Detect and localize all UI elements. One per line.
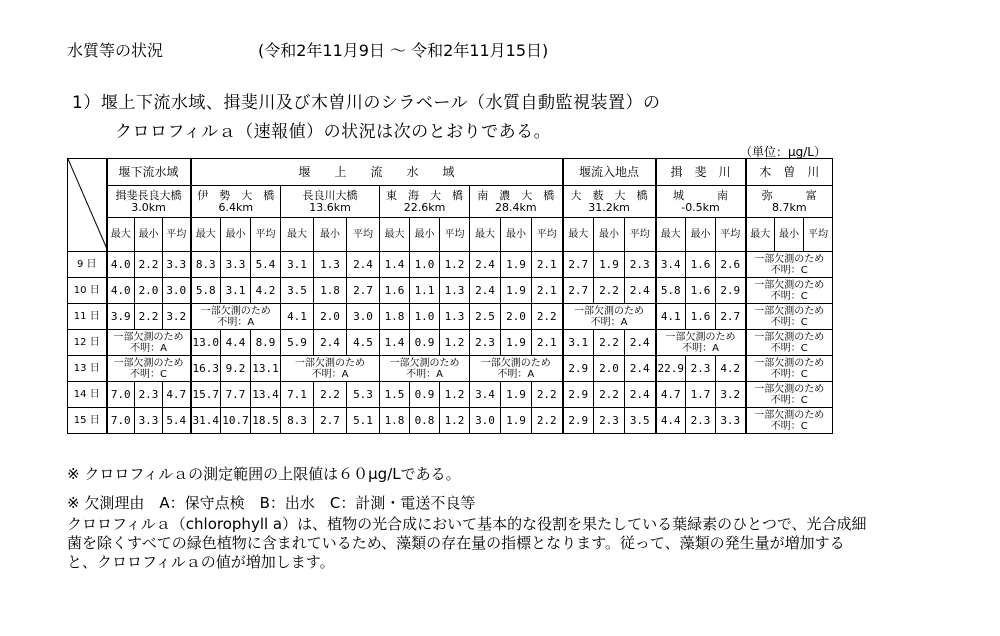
station-km: 22.6km: [403, 200, 446, 214]
value-cell-max: 13.0: [191, 330, 221, 356]
missing-data-cell: [380, 356, 470, 382]
value-cell-min: 2.2: [594, 382, 625, 408]
missing-text: 一部欠測のため: [754, 357, 825, 369]
missing-reason: 不明：C: [770, 290, 808, 302]
missing-reason: 不明：C: [770, 342, 808, 354]
day-label: 9 日: [68, 252, 107, 278]
missing-reasons-note: ※ 欠測理由 A：保守点検 B：出水 C：計測・電送不良等: [67, 494, 476, 512]
value-cell-avg: 2.1: [532, 278, 563, 304]
value-cell-max: 16.3: [191, 356, 221, 382]
table-row: [68, 382, 833, 408]
value-cell-max: 3.1: [563, 330, 594, 356]
stat-header-max: 最大: [563, 218, 594, 252]
value-cell-min: 2.3: [686, 408, 716, 434]
value-cell-avg: 5.3: [347, 382, 380, 408]
station-header: [107, 186, 191, 218]
upper-limit-note: ※ クロロフィルａの測定範囲の上限値は６０μg/Lである。: [67, 465, 461, 483]
station-km: 8.7km: [771, 200, 807, 214]
station-km: 13.6km: [309, 200, 351, 214]
value-cell-avg: 2.7: [347, 278, 380, 304]
value-cell-avg: 4.2: [716, 356, 746, 382]
value-cell-avg: 3.2: [716, 382, 746, 408]
missing-reason: 不明：A: [497, 368, 535, 380]
value-cell-min: 2.2: [314, 382, 347, 408]
value-cell-min: 1.9: [501, 408, 532, 434]
value-cell-min: 1.9: [501, 252, 532, 278]
value-cell-max: 4.0: [107, 278, 135, 304]
missing-text: 一部欠測のため: [200, 305, 271, 317]
value-cell-max: 4.1: [656, 304, 686, 330]
station-name: 大 薮 大 橋: [570, 188, 648, 202]
value-cell-max: 1.8: [380, 408, 410, 434]
station-km: 31.2km: [588, 200, 630, 214]
value-cell-max: 8.3: [281, 408, 314, 434]
value-cell-max: 4.7: [656, 382, 686, 408]
missing-reason: 不明：A: [217, 316, 255, 328]
value-cell-max: 7.1: [281, 382, 314, 408]
value-cell-min: 0.9: [410, 330, 440, 356]
table-row: [68, 304, 833, 330]
value-cell-min: 1.0: [410, 252, 440, 278]
value-cell-avg: 3.3: [716, 408, 746, 434]
value-cell-min: 2.3: [135, 382, 163, 408]
value-cell-max: 3.1: [281, 252, 314, 278]
missing-text: 一部欠測のため: [574, 305, 644, 317]
value-cell-max: 1.6: [380, 278, 410, 304]
value-cell-avg: 2.2: [532, 408, 563, 434]
value-cell-max: 31.4: [191, 408, 221, 434]
missing-text: 一部欠測のため: [389, 357, 460, 369]
missing-data-cell: [746, 304, 833, 330]
station-name: 長良川大橋: [302, 188, 358, 202]
missing-reason: 不明：C: [770, 394, 808, 406]
missing-text: 一部欠測のため: [754, 305, 825, 317]
stat-header-min: 最小: [410, 218, 440, 252]
value-cell-avg: 1.2: [440, 408, 470, 434]
stat-header-min: 最小: [501, 218, 532, 252]
value-cell-max: 3.5: [281, 278, 314, 304]
value-cell-min: 1.6: [686, 278, 716, 304]
missing-text: 一部欠測のため: [754, 383, 825, 395]
table-row: [68, 278, 833, 304]
value-cell-avg: 5.4: [251, 252, 281, 278]
day-label: 11 日: [68, 304, 107, 330]
missing-text: 一部欠測のため: [754, 409, 825, 421]
value-cell-avg: 18.5: [251, 408, 281, 434]
day-label: 10 日: [68, 278, 107, 304]
value-cell-min: 1.9: [594, 252, 625, 278]
station-header: [191, 186, 281, 218]
value-cell-max: 3.0: [470, 408, 501, 434]
value-cell-min: 1.9: [501, 330, 532, 356]
value-cell-min: 2.2: [594, 278, 625, 304]
missing-data-cell: [746, 252, 833, 278]
missing-data-cell: [656, 330, 746, 356]
value-cell-min: 2.2: [135, 304, 163, 330]
value-cell-max: 3.9: [107, 304, 135, 330]
station-header: [563, 186, 656, 218]
value-cell-avg: 3.3: [163, 252, 191, 278]
stat-header-min: 最小: [314, 218, 347, 252]
value-cell-min: 1.8: [314, 278, 347, 304]
value-cell-avg: 3.0: [163, 278, 191, 304]
value-cell-max: 5.8: [191, 278, 221, 304]
stat-header-avg: 平均: [251, 218, 281, 252]
value-cell-max: 15.7: [191, 382, 221, 408]
stat-header-max: 最大: [656, 218, 686, 252]
value-cell-max: 2.9: [563, 382, 594, 408]
value-cell-min: 0.9: [410, 382, 440, 408]
value-cell-min: 3.3: [221, 252, 251, 278]
stat-header-max: 最大: [191, 218, 221, 252]
value-cell-avg: 2.4: [625, 382, 656, 408]
value-cell-avg: 3.0: [347, 304, 380, 330]
value-cell-min: 1.9: [501, 278, 532, 304]
missing-reason: 不明：A: [590, 316, 628, 328]
value-cell-avg: 2.9: [716, 278, 746, 304]
missing-reason: 不明：C: [770, 368, 808, 380]
value-cell-avg: 1.3: [440, 278, 470, 304]
value-cell-avg: 1.3: [440, 304, 470, 330]
value-cell-max: 1.4: [380, 252, 410, 278]
value-cell-max: 4.1: [281, 304, 314, 330]
value-cell-avg: 4.2: [251, 278, 281, 304]
missing-data-cell: [746, 356, 833, 382]
missing-text: 一部欠測のため: [754, 279, 825, 291]
station-name: 揖斐長良大橋: [115, 188, 182, 202]
table-row: [68, 330, 833, 356]
stat-header-avg: 平均: [347, 218, 380, 252]
value-cell-min: 2.7: [314, 408, 347, 434]
value-cell-max: 2.7: [563, 252, 594, 278]
missing-text: 一部欠測のため: [295, 357, 365, 369]
value-cell-avg: 2.1: [532, 252, 563, 278]
stat-header-avg: 平均: [625, 218, 656, 252]
value-cell-min: 2.3: [686, 356, 716, 382]
stat-header-avg: 平均: [716, 218, 746, 252]
stat-header-min: 最小: [686, 218, 716, 252]
corner-diagonal-cell: [68, 159, 107, 252]
stat-header-min: 最小: [594, 218, 625, 252]
value-cell-avg: 13.4: [251, 382, 281, 408]
stat-header-min: 最小: [221, 218, 251, 252]
page-title: 水質等の状況: [67, 41, 164, 60]
missing-text: 一部欠測のため: [665, 331, 736, 343]
missing-reason: 不明：C: [130, 368, 167, 380]
value-cell-max: 1.8: [380, 304, 410, 330]
value-cell-max: 5.9: [281, 330, 314, 356]
value-cell-avg: 5.4: [163, 408, 191, 434]
value-cell-max: 2.4: [470, 278, 501, 304]
stat-header-min: 最小: [135, 218, 163, 252]
stat-header-avg: 平均: [532, 218, 563, 252]
missing-text: 一部欠測のため: [754, 253, 825, 265]
value-cell-avg: 8.9: [251, 330, 281, 356]
value-cell-max: 2.4: [470, 252, 501, 278]
station-name: 東 海 大 橋: [386, 188, 463, 202]
value-cell-max: 4.4: [656, 408, 686, 434]
value-cell-avg: 4.5: [347, 330, 380, 356]
missing-data-cell: [746, 330, 833, 356]
value-cell-min: 10.7: [221, 408, 251, 434]
value-cell-max: 7.0: [107, 408, 135, 434]
value-cell-min: 2.2: [135, 252, 163, 278]
stat-header-max: 最大: [746, 218, 775, 252]
chlorophyll-table: [67, 158, 833, 434]
missing-reason: 不明：A: [130, 342, 167, 354]
table-row: [68, 356, 833, 382]
value-cell-avg: 2.6: [716, 252, 746, 278]
value-cell-avg: 2.7: [716, 304, 746, 330]
value-cell-min: 2.0: [314, 304, 347, 330]
missing-data-cell: [746, 382, 833, 408]
station-header: [470, 186, 563, 218]
value-cell-max: 2.3: [470, 330, 501, 356]
value-cell-max: 2.9: [563, 356, 594, 382]
value-cell-avg: 2.4: [625, 356, 656, 382]
value-cell-min: 0.8: [410, 408, 440, 434]
stat-header-min: 最小: [775, 218, 804, 252]
group-header-upstream: 堰 上 流 水 域: [191, 159, 563, 186]
value-cell-max: 8.3: [191, 252, 221, 278]
value-cell-avg: 3.2: [163, 304, 191, 330]
value-cell-max: 22.9: [656, 356, 686, 382]
value-cell-avg: 5.1: [347, 408, 380, 434]
value-cell-avg: 2.2: [532, 382, 563, 408]
missing-reason: 不明：A: [406, 368, 443, 380]
station-name: 城 南: [673, 188, 728, 202]
value-cell-avg: 4.7: [163, 382, 191, 408]
value-cell-avg: 13.1: [251, 356, 281, 382]
missing-data-cell: [281, 356, 380, 382]
stat-header-avg: 平均: [440, 218, 470, 252]
value-cell-min: 2.4: [314, 330, 347, 356]
stat-header-max: 最大: [380, 218, 410, 252]
value-cell-min: 2.3: [594, 408, 625, 434]
value-cell-avg: 2.4: [625, 330, 656, 356]
table-row: [68, 408, 833, 434]
stat-header-avg: 平均: [163, 218, 191, 252]
day-label: 15 日: [68, 408, 107, 434]
value-cell-min: 1.9: [501, 382, 532, 408]
value-cell-min: 1.6: [686, 304, 716, 330]
value-cell-avg: 2.3: [625, 252, 656, 278]
value-cell-avg: 1.2: [440, 382, 470, 408]
station-name: 弥 富: [761, 188, 817, 202]
station-name: 伊 勢 大 橋: [197, 188, 275, 202]
missing-text: 一部欠測のため: [754, 331, 825, 343]
station-name: 南 濃 大 橋: [477, 188, 555, 202]
stat-header-max: 最大: [470, 218, 501, 252]
value-cell-avg: 2.2: [532, 304, 563, 330]
missing-data-cell: [107, 356, 191, 382]
value-cell-avg: 3.5: [625, 408, 656, 434]
value-cell-min: 2.0: [135, 278, 163, 304]
group-header-downstream: 堰下流水域: [107, 159, 191, 186]
missing-data-cell: [563, 304, 656, 330]
missing-reason: 不明：C: [770, 264, 808, 276]
value-cell-min: 4.4: [221, 330, 251, 356]
value-cell-avg: 2.4: [347, 252, 380, 278]
value-cell-min: 1.0: [410, 304, 440, 330]
stat-header-max: 最大: [107, 218, 135, 252]
missing-data-cell: [746, 408, 833, 434]
value-cell-max: 1.4: [380, 330, 410, 356]
table-row: [68, 252, 833, 278]
value-cell-max: 5.8: [656, 278, 686, 304]
report-period: (令和2年11月9日 ～ 令和2年11月15日): [258, 41, 549, 60]
unit-label: （単位：μg/L）: [740, 145, 826, 159]
diagonal-line: [68, 159, 107, 249]
value-cell-max: 4.0: [107, 252, 135, 278]
value-cell-min: 9.2: [221, 356, 251, 382]
station-km: 3.0km: [131, 200, 166, 214]
value-cell-min: 2.0: [594, 356, 625, 382]
value-cell-max: 3.4: [656, 252, 686, 278]
value-cell-avg: 2.1: [532, 330, 563, 356]
value-cell-min: 3.1: [221, 278, 251, 304]
value-cell-min: 1.6: [686, 252, 716, 278]
station-km: 28.4km: [494, 200, 537, 214]
station-header: [281, 186, 380, 218]
explanation-paragraph: クロロフィルａ（chlorophyll a）は、植物の光合成において基本的な役割を果たしている葉緑素のひとつで、光合成細菌を除くすべての緑色植物に含まれているため、藻類の存在量の指標となります。従って、藻類の発生量が増加すると、クロロフィルａの値が増加します。: [67, 515, 867, 571]
missing-text: 一部欠測のため: [480, 357, 551, 369]
value-cell-avg: 2.4: [625, 278, 656, 304]
station-header: [380, 186, 470, 218]
group-header-kiso-river: 木 曽 川: [746, 159, 833, 186]
missing-reason: 不明：A: [311, 368, 349, 380]
value-cell-min: 2.2: [594, 330, 625, 356]
missing-data-cell: [191, 304, 281, 330]
day-label: 14 日: [68, 382, 107, 408]
value-cell-min: 7.7: [221, 382, 251, 408]
group-header-inflow: 堰流入地点: [563, 159, 656, 186]
missing-data-cell: [746, 278, 833, 304]
missing-reason: 不明：C: [770, 316, 808, 328]
value-cell-min: 2.0: [501, 304, 532, 330]
value-cell-max: 2.5: [470, 304, 501, 330]
day-label: 13 日: [68, 356, 107, 382]
value-cell-max: 2.7: [563, 278, 594, 304]
value-cell-avg: 1.2: [440, 252, 470, 278]
group-header-ibi-river: 揖 斐 川: [656, 159, 746, 186]
station-header: [656, 186, 746, 218]
missing-reason: 不明：A: [682, 342, 719, 354]
intro-line-2: クロロフィルａ（速報値）の状況は次のとおりである。: [115, 122, 552, 142]
day-label: 12 日: [68, 330, 107, 356]
station-km: -0.5km: [681, 200, 720, 214]
value-cell-max: 3.4: [470, 382, 501, 408]
value-cell-max: 7.0: [107, 382, 135, 408]
stat-header-avg: 平均: [804, 218, 833, 252]
missing-text: 一部欠測のため: [113, 331, 184, 343]
missing-text: 一部欠測のため: [113, 357, 184, 369]
value-cell-avg: 1.2: [440, 330, 470, 356]
missing-data-cell: [470, 356, 563, 382]
value-cell-max: 1.5: [380, 382, 410, 408]
value-cell-min: 1.7: [686, 382, 716, 408]
missing-data-cell: [107, 330, 191, 356]
stat-header-max: 最大: [281, 218, 314, 252]
intro-line-1: 1）堰上下流水域、揖斐川及び木曽川のシラベール（水質自動監視装置）の: [72, 93, 661, 113]
missing-reason: 不明：C: [770, 420, 808, 432]
station-km: 6.4km: [218, 200, 254, 214]
value-cell-min: 1.3: [314, 252, 347, 278]
station-header: [746, 186, 833, 218]
value-cell-min: 1.1: [410, 278, 440, 304]
value-cell-min: 3.3: [135, 408, 163, 434]
value-cell-max: 2.9: [563, 408, 594, 434]
